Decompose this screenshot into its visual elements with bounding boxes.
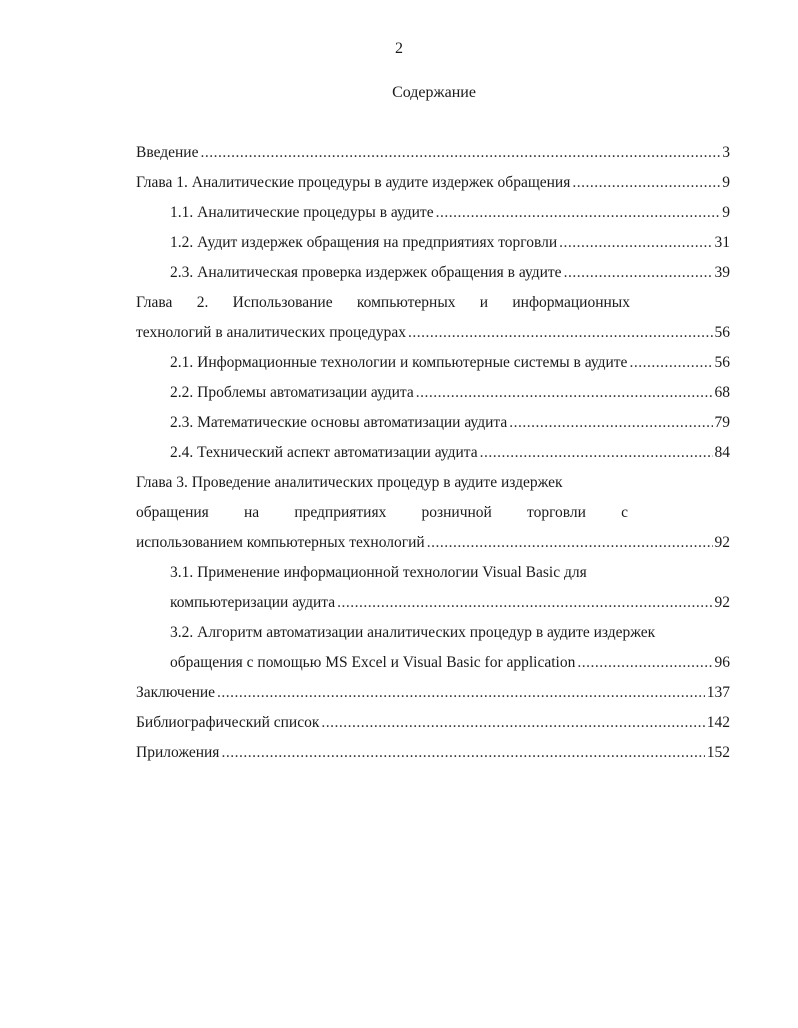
toc-word: розничной bbox=[421, 504, 492, 521]
dot-leader bbox=[577, 652, 712, 674]
toc-entry-page: 39 bbox=[714, 264, 730, 281]
toc-entry-page: 137 bbox=[706, 684, 730, 701]
toc-entry-section-3-1[interactable] bbox=[136, 562, 730, 622]
toc-entry-section-2-3[interactable] bbox=[136, 412, 730, 442]
page-number: 2 bbox=[395, 40, 403, 57]
toc-entry-line bbox=[136, 502, 628, 532]
toc-entry-intro[interactable] bbox=[136, 142, 730, 172]
toc-entry-section-2-2[interactable] bbox=[136, 382, 730, 412]
toc-entry-text: Введение bbox=[136, 144, 199, 161]
dot-leader bbox=[629, 352, 712, 374]
toc-entry-line bbox=[170, 592, 730, 622]
dot-leader bbox=[564, 262, 713, 284]
toc-entry-chapter-3[interactable] bbox=[136, 472, 730, 562]
toc-entry-text: Библиографический список bbox=[136, 714, 320, 731]
toc-entry-page: 31 bbox=[714, 234, 730, 251]
toc-entry-text: использованием компьютерных технологий bbox=[136, 534, 425, 551]
dot-leader bbox=[221, 742, 704, 764]
toc-entry-text: Глава 1. Аналитические процедуры в аудите издержек обращения bbox=[136, 174, 571, 191]
toc-entry-line bbox=[136, 322, 730, 352]
toc-word: компьютерных bbox=[356, 294, 456, 311]
toc-word: информационных bbox=[512, 294, 630, 311]
toc-entry-page: 3 bbox=[722, 144, 730, 161]
toc-entry-text: 2.1. Информационные технологии и компьютерные системы в аудите bbox=[170, 354, 628, 371]
toc-word: Глава bbox=[136, 294, 173, 311]
toc-entry-text: 2.2. Проблемы автоматизации аудита bbox=[170, 384, 414, 401]
toc-entry-chapter-1[interactable] bbox=[136, 172, 730, 202]
toc-word: на bbox=[243, 504, 260, 521]
dot-leader bbox=[427, 532, 713, 554]
dot-leader bbox=[436, 202, 721, 224]
toc-entry-text: 1.2. Аудит издержек обращения на предприятиях торговли bbox=[170, 234, 558, 251]
toc-entry-text: Приложения bbox=[136, 744, 220, 761]
toc-entry-text: технологий в аналитических процедурах bbox=[136, 324, 407, 341]
toc-entry-page: 84 bbox=[714, 444, 730, 461]
toc-entry-text: 2.3. Аналитическая проверка издержек обращения в аудите bbox=[170, 264, 562, 281]
dot-leader bbox=[337, 592, 712, 614]
toc-entry-section-2-3-analytic-check[interactable] bbox=[136, 262, 730, 292]
toc-entry-text: обращения с помощью MS Excel и Visual Basic for application bbox=[170, 654, 576, 671]
toc-entry-section-2-4[interactable] bbox=[136, 442, 730, 472]
toc-entry-line bbox=[136, 292, 630, 322]
toc-entry-text: 1.1. Аналитические процедуры в аудите bbox=[170, 204, 434, 221]
dot-leader bbox=[217, 682, 705, 704]
toc-entry-appendix[interactable] bbox=[136, 742, 730, 772]
toc-entry-section-1-1[interactable] bbox=[136, 202, 730, 232]
dot-leader bbox=[559, 232, 712, 254]
toc-entry-line: Глава 3. Проведение аналитических процедур в аудите издержек bbox=[136, 474, 563, 491]
toc-entry-text: 2.3. Математические основы автоматизации аудита bbox=[170, 414, 508, 431]
toc-entry-page: 92 bbox=[714, 534, 730, 551]
toc-entry-bibliography[interactable] bbox=[136, 712, 730, 742]
toc-entry-section-2-1[interactable] bbox=[136, 352, 730, 382]
dot-leader bbox=[509, 412, 712, 434]
toc-entry-page: 68 bbox=[714, 384, 730, 401]
toc-entry-page: 79 bbox=[714, 414, 730, 431]
toc-entry-page: 152 bbox=[706, 744, 730, 761]
toc-word: с bbox=[621, 504, 628, 521]
toc-entry-page: 56 bbox=[714, 354, 730, 371]
toc-entry-line: 3.2. Алгоритм автоматизации аналитических процедур в аудите издержек bbox=[170, 624, 656, 641]
toc-entry-chapter-2[interactable] bbox=[136, 292, 730, 352]
table-of-contents bbox=[136, 142, 730, 772]
toc-entry-line bbox=[136, 532, 730, 562]
toc-entry-conclusion[interactable] bbox=[136, 682, 730, 712]
toc-word: предприятиях bbox=[294, 504, 387, 521]
toc-entry-text: Заключение bbox=[136, 684, 216, 701]
toc-entry-page: 56 bbox=[714, 324, 730, 341]
dot-leader bbox=[321, 712, 704, 734]
toc-entry-page: 9 bbox=[722, 204, 730, 221]
toc-word: обращения bbox=[136, 504, 209, 521]
toc-word: 2. bbox=[196, 294, 209, 311]
toc-entry-line bbox=[170, 652, 730, 682]
dot-leader bbox=[480, 442, 713, 464]
toc-entry-line: 3.1. Применение информационной технологии Visual Basic для bbox=[170, 564, 587, 581]
toc-entry-section-1-2[interactable] bbox=[136, 232, 730, 262]
toc-entry-page: 9 bbox=[722, 174, 730, 191]
dot-leader bbox=[416, 382, 713, 404]
toc-word: Использование bbox=[232, 294, 333, 311]
dot-leader bbox=[572, 172, 720, 194]
toc-entry-section-3-2[interactable] bbox=[136, 622, 730, 682]
toc-word: и bbox=[479, 294, 489, 311]
toc-word: торговли bbox=[527, 504, 586, 521]
page-title: Содержание bbox=[392, 84, 476, 101]
toc-entry-page: 92 bbox=[714, 594, 730, 611]
toc-entry-page: 142 bbox=[706, 714, 730, 731]
dot-leader bbox=[408, 322, 712, 344]
toc-entry-text: компьютеризации аудита bbox=[170, 594, 336, 611]
toc-entry-text: 2.4. Технический аспект автоматизации аудита bbox=[170, 444, 478, 461]
dot-leader bbox=[200, 142, 720, 164]
toc-entry-page: 96 bbox=[714, 654, 730, 671]
